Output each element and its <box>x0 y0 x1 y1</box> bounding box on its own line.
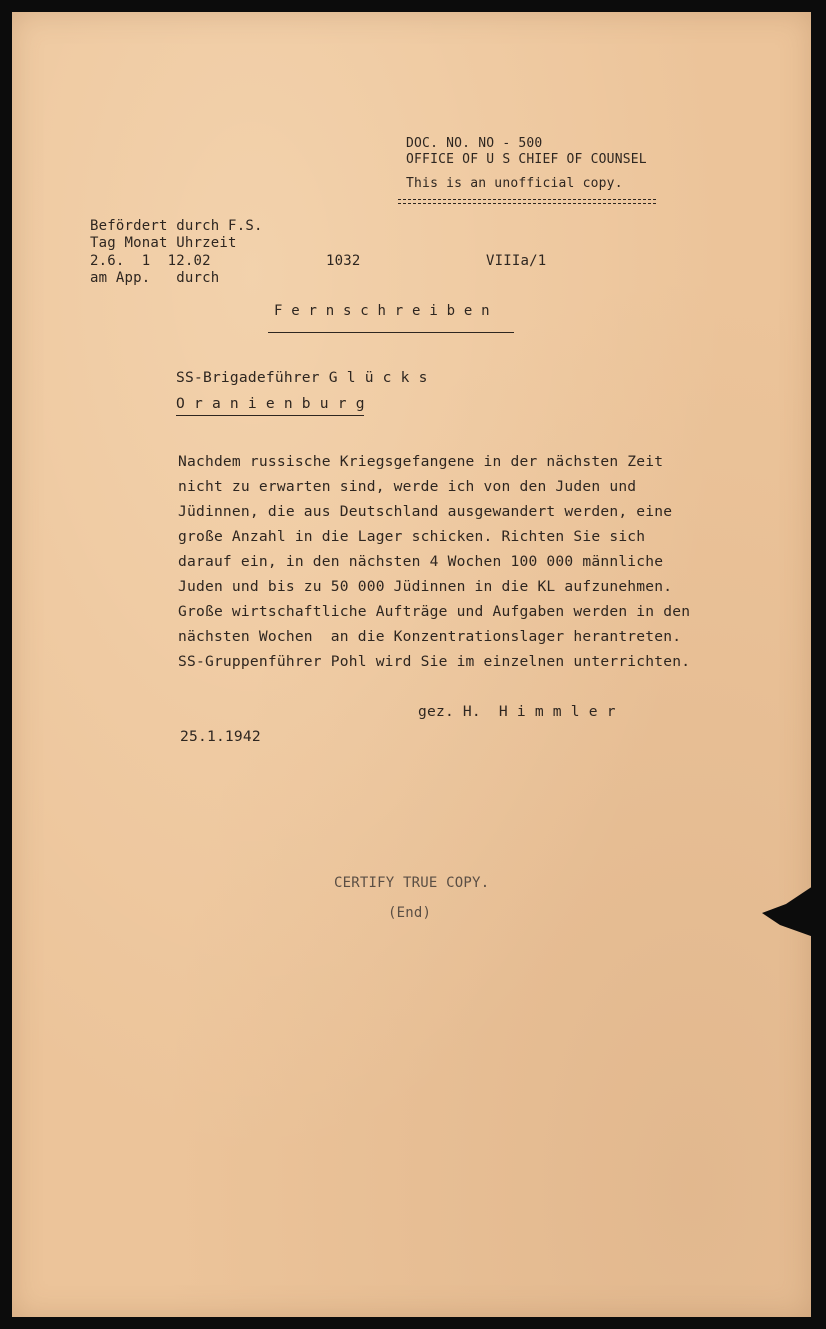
body-line-7: Große wirtschaftliche Aufträge und Aufgaben werden in den <box>178 603 691 620</box>
body-line-2: nicht zu erwarten sind, werde ich von den Juden und <box>178 478 637 495</box>
document-title: F e r n s c h r e i b e n <box>274 303 490 319</box>
transmission-number: 1032 <box>326 253 361 269</box>
body-line-5: darauf ein, in den nächsten 4 Wochen 100 000 männliche <box>178 553 664 570</box>
body-line-6: Juden und bis zu 50 000 Jüdinnen in die KL aufzunehmen. <box>178 578 673 595</box>
signature: gez. H. H i m m l e r <box>418 703 616 720</box>
title-rule <box>268 332 514 333</box>
transmission-line-3: 2.6. 1 12.02 <box>90 253 211 269</box>
recipient-place: O r a n i e n b u r g <box>176 395 365 412</box>
office-line: OFFICE OF U S CHIEF OF COUNSEL <box>406 152 647 167</box>
certify-line: CERTIFY TRUE COPY. <box>334 875 490 891</box>
body-line-8: nächsten Wochen an die Konzentrationslager herantreten. <box>178 628 682 645</box>
body-line-3: Jüdinnen, die aus Deutschland ausgewandert werden, eine <box>178 503 673 520</box>
body-line-4: große Anzahl in die Lager schicken. Richten Sie sich <box>178 528 646 545</box>
date: 25.1.1942 <box>180 728 261 745</box>
doc-number: DOC. NO. NO - 500 <box>406 136 543 151</box>
document-page <box>12 12 811 1317</box>
transmission-line-2: Tag Monat Uhrzeit <box>90 235 237 251</box>
transmission-code: VIIIa/1 <box>486 253 547 269</box>
header-double-rule <box>398 199 656 204</box>
body-line-9: SS-Gruppenführer Pohl wird Sie im einzelnen unterrichten. <box>178 653 691 670</box>
copy-note: This is an unofficial copy. <box>406 176 623 191</box>
end-marker: (End) <box>388 905 432 921</box>
body-line-1: Nachdem russische Kriegsgefangene in der nächsten Zeit <box>178 453 664 470</box>
recipient-name: SS-Brigadeführer G l ü c k s <box>176 369 428 386</box>
transmission-line-1: Befördert durch F.S. <box>90 218 263 234</box>
transmission-line-4: am App. durch <box>90 270 220 286</box>
recipient-rule <box>176 415 364 416</box>
